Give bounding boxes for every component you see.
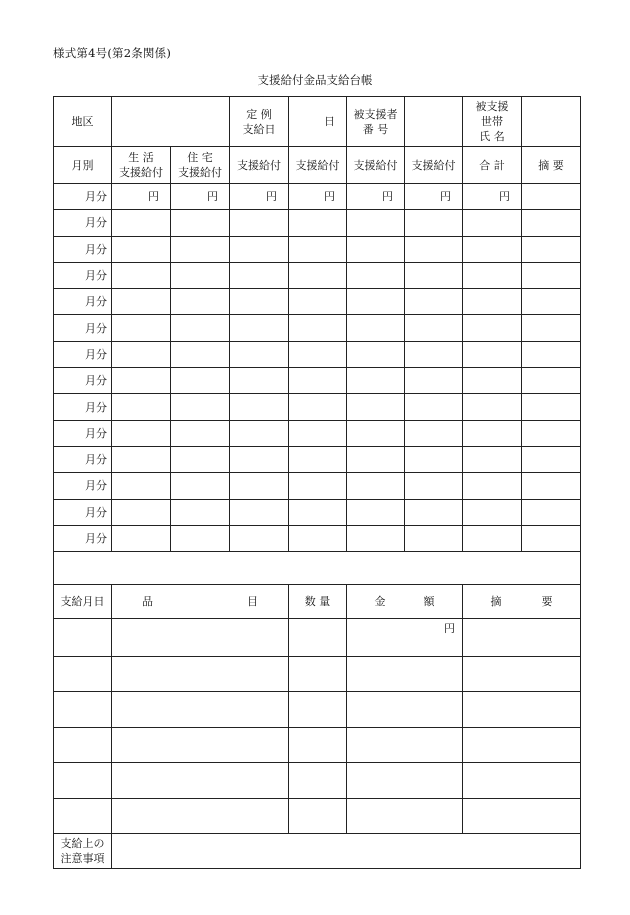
amount-cell[interactable] bbox=[171, 289, 230, 315]
remarks-cell[interactable] bbox=[522, 394, 581, 420]
remarks-cell[interactable] bbox=[522, 341, 581, 367]
amount-header: 金 額 bbox=[347, 585, 463, 619]
amount-cell[interactable] bbox=[171, 473, 230, 499]
column-header-row bbox=[54, 147, 581, 184]
amount-cell[interactable] bbox=[171, 446, 230, 472]
goods-remarks-cell[interactable] bbox=[463, 619, 581, 657]
month-cell: 月分 bbox=[54, 446, 112, 472]
amount-cell[interactable] bbox=[405, 394, 463, 420]
amount-cell[interactable] bbox=[112, 236, 171, 262]
month-cell: 月分 bbox=[54, 525, 112, 551]
monthly-row bbox=[54, 525, 581, 551]
supply-date-cell[interactable] bbox=[54, 656, 112, 692]
amount-cell[interactable] bbox=[230, 420, 289, 446]
amount-cell[interactable] bbox=[289, 210, 347, 236]
total-amount-cell[interactable] bbox=[463, 315, 522, 341]
header-row bbox=[54, 97, 581, 147]
amount-cell[interactable] bbox=[230, 210, 289, 236]
month-cell: 月分 bbox=[54, 262, 112, 288]
amount-cell[interactable] bbox=[171, 394, 230, 420]
goods-remarks-cell[interactable] bbox=[463, 727, 581, 763]
month-cell: 月分 bbox=[54, 420, 112, 446]
form-number: 様式第4号(第2条関係) bbox=[53, 46, 172, 60]
monthly-row bbox=[54, 184, 581, 210]
recipient-number-label: 被支援者 番 号 bbox=[347, 97, 405, 147]
amount-cell[interactable] bbox=[289, 315, 347, 341]
amount-cell[interactable] bbox=[405, 315, 463, 341]
district-label: 地区 bbox=[54, 97, 112, 147]
amount-cell[interactable] bbox=[230, 473, 289, 499]
amount-cell[interactable] bbox=[289, 289, 347, 315]
amount-cell[interactable] bbox=[112, 473, 171, 499]
total-amount-cell[interactable] bbox=[463, 210, 522, 236]
amount-cell[interactable] bbox=[347, 763, 463, 799]
quantity-header: 数 量 bbox=[289, 585, 347, 619]
remarks-cell[interactable] bbox=[522, 525, 581, 551]
amount-cell[interactable] bbox=[405, 289, 463, 315]
amount-cell[interactable] bbox=[171, 499, 230, 525]
remarks-header: 摘 要 bbox=[522, 147, 581, 184]
amount-cell[interactable] bbox=[289, 446, 347, 472]
amount-cell[interactable] bbox=[171, 525, 230, 551]
notes-label: 支給上の 注意事項 bbox=[54, 834, 112, 869]
amount-cell[interactable] bbox=[289, 341, 347, 367]
amount-cell[interactable] bbox=[112, 262, 171, 288]
item-cell[interactable] bbox=[112, 619, 289, 657]
amount-cell[interactable]: 円 bbox=[289, 184, 347, 210]
month-cell: 月分 bbox=[54, 236, 112, 262]
amount-cell[interactable] bbox=[112, 368, 171, 394]
amount-cell[interactable] bbox=[289, 394, 347, 420]
total-amount-cell[interactable] bbox=[463, 525, 522, 551]
month-cell: 月分 bbox=[54, 341, 112, 367]
remarks-cell[interactable] bbox=[522, 315, 581, 341]
amount-cell[interactable] bbox=[230, 499, 289, 525]
month-cell: 月分 bbox=[54, 184, 112, 210]
remarks-cell[interactable] bbox=[522, 236, 581, 262]
remarks-cell[interactable] bbox=[522, 184, 581, 210]
quantity-cell[interactable] bbox=[289, 656, 347, 692]
goods-remarks-header: 摘 要 bbox=[463, 585, 581, 619]
monthly-row bbox=[54, 262, 581, 288]
quantity-cell[interactable] bbox=[289, 798, 347, 834]
remarks-cell[interactable] bbox=[522, 499, 581, 525]
amount-cell[interactable] bbox=[405, 341, 463, 367]
supply-date-cell[interactable] bbox=[54, 692, 112, 728]
amount-cell[interactable] bbox=[347, 262, 405, 288]
month-cell: 月分 bbox=[54, 210, 112, 236]
amount-cell[interactable] bbox=[347, 692, 463, 728]
amount-cell[interactable]: 円 bbox=[171, 184, 230, 210]
amount-cell[interactable] bbox=[112, 394, 171, 420]
total-amount-cell[interactable] bbox=[463, 368, 522, 394]
amount-cell[interactable] bbox=[230, 236, 289, 262]
goods-remarks-cell[interactable] bbox=[463, 692, 581, 728]
amount-cell[interactable] bbox=[347, 289, 405, 315]
total-amount-cell[interactable] bbox=[463, 394, 522, 420]
total-amount-cell[interactable] bbox=[463, 341, 522, 367]
monthly-row bbox=[54, 499, 581, 525]
notes-row bbox=[54, 834, 581, 869]
monthly-row bbox=[54, 315, 581, 341]
supply-date-cell[interactable] bbox=[54, 619, 112, 657]
amount-cell[interactable] bbox=[405, 420, 463, 446]
amount-cell[interactable] bbox=[347, 798, 463, 834]
amount-cell[interactable] bbox=[171, 315, 230, 341]
goods-remarks-cell[interactable] bbox=[463, 798, 581, 834]
item-cell[interactable] bbox=[112, 763, 289, 799]
living-support-header: 生 活 支援給付 bbox=[112, 147, 171, 184]
goods-row bbox=[54, 727, 581, 763]
day-field[interactable]: 日 bbox=[289, 97, 347, 147]
amount-cell[interactable] bbox=[230, 446, 289, 472]
month-cell: 月分 bbox=[54, 368, 112, 394]
quantity-cell[interactable] bbox=[289, 692, 347, 728]
total-amount-cell[interactable] bbox=[463, 236, 522, 262]
goods-row bbox=[54, 798, 581, 834]
month-cell: 月分 bbox=[54, 473, 112, 499]
amount-cell[interactable] bbox=[347, 210, 405, 236]
supply-date-cell[interactable] bbox=[54, 798, 112, 834]
supply-date-cell[interactable] bbox=[54, 763, 112, 799]
quantity-cell[interactable] bbox=[289, 619, 347, 657]
amount-cell[interactable] bbox=[112, 499, 171, 525]
amount-cell[interactable] bbox=[171, 210, 230, 236]
amount-cell[interactable] bbox=[289, 420, 347, 446]
month-column-header: 月別 bbox=[54, 147, 112, 184]
goods-remarks-cell[interactable] bbox=[463, 656, 581, 692]
item-cell[interactable] bbox=[112, 727, 289, 763]
remarks-cell[interactable] bbox=[522, 262, 581, 288]
supply-date-header: 支給月日 bbox=[54, 585, 112, 619]
amount-cell[interactable] bbox=[230, 368, 289, 394]
amount-cell[interactable] bbox=[171, 341, 230, 367]
support-benefit-header: 支援給付 bbox=[405, 147, 463, 184]
amount-cell[interactable]: 円 bbox=[405, 184, 463, 210]
item-cell[interactable] bbox=[112, 656, 289, 692]
amount-cell[interactable] bbox=[405, 525, 463, 551]
support-benefit-header: 支援給付 bbox=[347, 147, 405, 184]
amount-cell[interactable] bbox=[171, 420, 230, 446]
remarks-cell[interactable] bbox=[522, 368, 581, 394]
support-ledger-table bbox=[53, 96, 581, 869]
district-field[interactable] bbox=[112, 97, 230, 147]
amount-cell[interactable] bbox=[347, 315, 405, 341]
amount-cell[interactable]: 円 bbox=[347, 184, 405, 210]
amount-cell[interactable] bbox=[405, 368, 463, 394]
amount-cell[interactable] bbox=[347, 727, 463, 763]
notes-field[interactable] bbox=[112, 834, 581, 869]
amount-cell[interactable] bbox=[289, 473, 347, 499]
remarks-cell[interactable] bbox=[522, 473, 581, 499]
remarks-cell[interactable] bbox=[522, 210, 581, 236]
amount-cell[interactable] bbox=[171, 236, 230, 262]
amount-cell[interactable] bbox=[347, 341, 405, 367]
total-amount-cell[interactable] bbox=[463, 262, 522, 288]
quantity-cell[interactable] bbox=[289, 727, 347, 763]
amount-cell[interactable] bbox=[289, 262, 347, 288]
amount-cell[interactable] bbox=[171, 262, 230, 288]
item-cell[interactable] bbox=[112, 692, 289, 728]
amount-cell[interactable] bbox=[230, 525, 289, 551]
monthly-row bbox=[54, 473, 581, 499]
amount-cell[interactable] bbox=[347, 420, 405, 446]
amount-cell[interactable] bbox=[112, 210, 171, 236]
remarks-cell[interactable] bbox=[522, 420, 581, 446]
amount-cell[interactable] bbox=[405, 473, 463, 499]
amount-cell[interactable] bbox=[112, 315, 171, 341]
amount-cell[interactable]: 円 bbox=[230, 184, 289, 210]
goods-header-row bbox=[54, 585, 581, 619]
total-amount-cell[interactable] bbox=[463, 289, 522, 315]
separator-row bbox=[54, 552, 581, 585]
amount-cell[interactable] bbox=[112, 525, 171, 551]
amount-cell[interactable] bbox=[405, 236, 463, 262]
housing-support-header: 住 宅 支援給付 bbox=[171, 147, 230, 184]
monthly-row bbox=[54, 394, 581, 420]
amount-cell[interactable] bbox=[405, 446, 463, 472]
goods-row bbox=[54, 619, 581, 657]
monthly-row bbox=[54, 236, 581, 262]
amount-cell[interactable] bbox=[230, 341, 289, 367]
item-cell[interactable] bbox=[112, 798, 289, 834]
amount-cell[interactable] bbox=[347, 368, 405, 394]
monthly-row bbox=[54, 420, 581, 446]
separator-cell bbox=[54, 552, 581, 585]
amount-cell[interactable] bbox=[405, 262, 463, 288]
month-cell: 月分 bbox=[54, 315, 112, 341]
total-header: 合 計 bbox=[463, 147, 522, 184]
total-amount-cell[interactable]: 円 bbox=[463, 184, 522, 210]
amount-cell[interactable] bbox=[230, 289, 289, 315]
remarks-cell[interactable] bbox=[522, 289, 581, 315]
goods-remarks-cell[interactable] bbox=[463, 763, 581, 799]
amount-cell[interactable]: 円 bbox=[112, 184, 171, 210]
remarks-cell[interactable] bbox=[522, 446, 581, 472]
total-amount-cell[interactable] bbox=[463, 420, 522, 446]
amount-cell[interactable] bbox=[347, 656, 463, 692]
month-cell: 月分 bbox=[54, 394, 112, 420]
total-amount-cell[interactable] bbox=[463, 499, 522, 525]
amount-cell[interactable]: 円 bbox=[347, 619, 463, 657]
amount-cell[interactable] bbox=[347, 473, 405, 499]
amount-cell[interactable] bbox=[112, 289, 171, 315]
household-name-label: 被支援 世帯 氏 名 bbox=[463, 97, 522, 147]
amount-cell[interactable] bbox=[230, 262, 289, 288]
amount-cell[interactable] bbox=[289, 236, 347, 262]
amount-cell[interactable] bbox=[405, 210, 463, 236]
amount-cell[interactable] bbox=[347, 525, 405, 551]
total-amount-cell[interactable] bbox=[463, 473, 522, 499]
goods-row bbox=[54, 763, 581, 799]
month-cell: 月分 bbox=[54, 499, 112, 525]
amount-cell[interactable] bbox=[289, 368, 347, 394]
monthly-row bbox=[54, 289, 581, 315]
amount-cell[interactable] bbox=[347, 236, 405, 262]
quantity-cell[interactable] bbox=[289, 763, 347, 799]
monthly-row bbox=[54, 368, 581, 394]
support-benefit-header: 支援給付 bbox=[289, 147, 347, 184]
amount-cell[interactable] bbox=[230, 394, 289, 420]
amount-cell[interactable] bbox=[347, 446, 405, 472]
month-cell: 月分 bbox=[54, 289, 112, 315]
amount-cell[interactable] bbox=[289, 525, 347, 551]
amount-cell[interactable] bbox=[347, 394, 405, 420]
monthly-row bbox=[54, 341, 581, 367]
amount-cell[interactable] bbox=[112, 446, 171, 472]
amount-cell[interactable] bbox=[405, 499, 463, 525]
amount-cell[interactable] bbox=[230, 315, 289, 341]
total-amount-cell[interactable] bbox=[463, 446, 522, 472]
household-name-field[interactable] bbox=[522, 97, 581, 147]
goods-row bbox=[54, 692, 581, 728]
amount-cell[interactable] bbox=[112, 341, 171, 367]
amount-cell[interactable] bbox=[171, 368, 230, 394]
monthly-row bbox=[54, 446, 581, 472]
amount-cell[interactable] bbox=[112, 420, 171, 446]
item-header: 品 目 bbox=[112, 585, 289, 619]
amount-cell[interactable] bbox=[347, 499, 405, 525]
goods-row bbox=[54, 656, 581, 692]
support-benefit-header: 支援給付 bbox=[230, 147, 289, 184]
amount-cell[interactable] bbox=[289, 499, 347, 525]
monthly-row bbox=[54, 210, 581, 236]
recipient-number-field[interactable] bbox=[405, 97, 463, 147]
ledger-title: 支援給付金品支給台帳 bbox=[257, 73, 373, 87]
supply-date-cell[interactable] bbox=[54, 727, 112, 763]
regular-date-label: 定 例 支給日 bbox=[230, 97, 289, 147]
